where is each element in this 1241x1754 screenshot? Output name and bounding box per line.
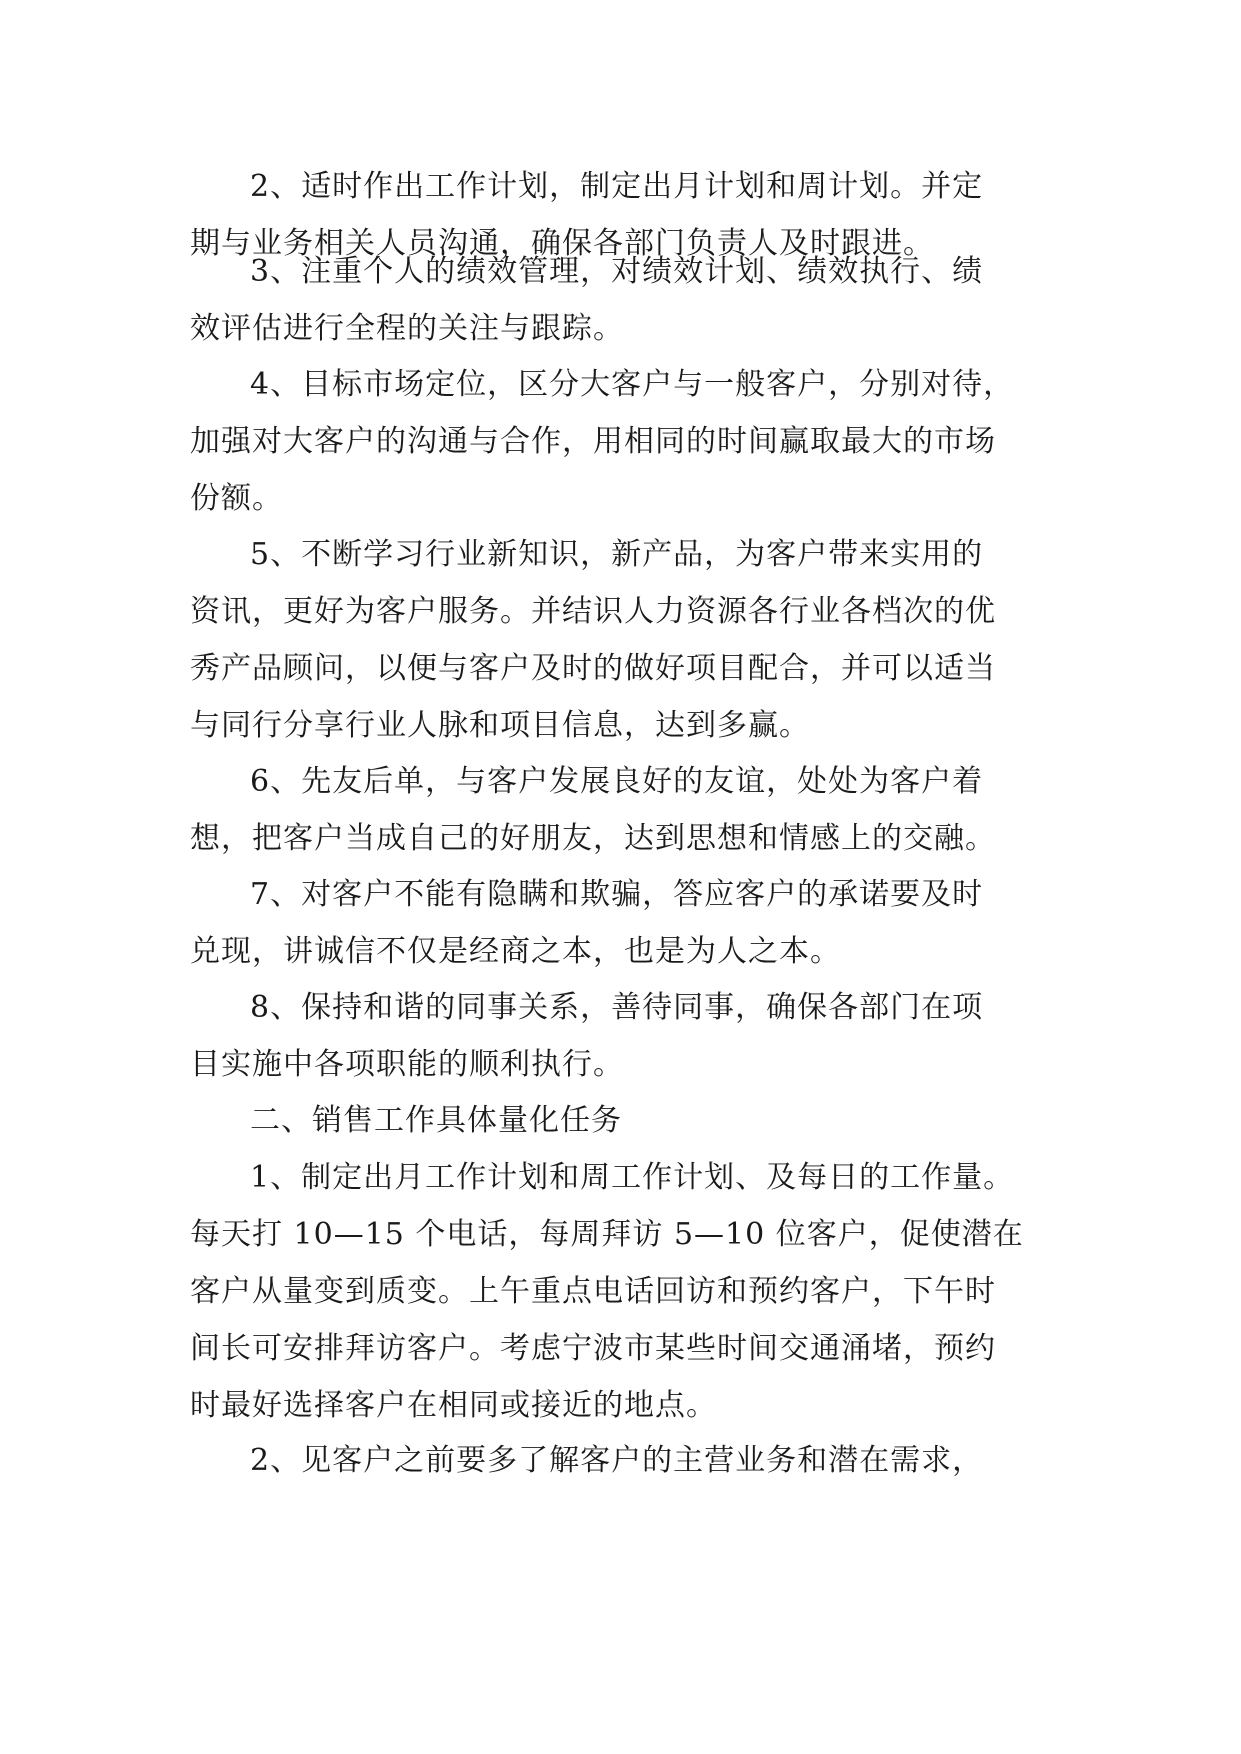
text-line: 资讯，更好为客户服务。并结识人力资源各行业各档次的优 xyxy=(190,594,996,629)
paragraph-item-4-market xyxy=(190,356,1060,527)
text-line: 2、见客户之前要多了解客户的主营业务和潜在需求， xyxy=(250,1443,984,1478)
section-heading-sales-tasks xyxy=(190,1092,1060,1149)
text-line: 7、对客户不能有隐瞒和欺骗，答应客户的承诺要及时 xyxy=(250,877,984,912)
text-line: 期与业务相关人员沟通，确保各部门负责人及时跟进。 xyxy=(190,226,934,261)
text-line: 时最好选择客户在相同或接近的地点。 xyxy=(190,1388,717,1423)
text-line: 秀产品顾问，以便与客户及时的做好项目配合，并可以适当 xyxy=(190,651,996,686)
text-line: 间长可安排拜访客户。考虑宁波市某些时间交通涌堵，预约 xyxy=(190,1331,996,1366)
text-line: 份额。 xyxy=(190,481,283,516)
paragraph-item-6-friendship xyxy=(190,753,1060,867)
text-line: 效评估进行全程的关注与跟踪。 xyxy=(190,311,624,346)
paragraph-item-3-performance xyxy=(190,243,1060,357)
paragraph-item-1-workload xyxy=(190,1149,1060,1434)
text-line: 8、保持和谐的同事关系，善待同事，确保各部门在项 xyxy=(250,990,984,1025)
text-line: 5、不断学习行业新知识，新产品，为客户带来实用的 xyxy=(250,537,984,572)
text-line: 2、适时作出工作计划，制定出月计划和周计划。并定 xyxy=(250,169,984,204)
text-line: 1、制定出月工作计划和周工作计划、及每日的工作量。 xyxy=(250,1160,1015,1195)
heading-line: 二、销售工作具体量化任务 xyxy=(250,1103,622,1138)
text-line: 与同行分享行业人脉和项目信息，达到多赢。 xyxy=(190,708,810,743)
text-line: 4、目标市场定位，区分大客户与一般客户，分别对待， xyxy=(250,367,1015,402)
text-line: 6、先友后单，与客户发展良好的友谊，处处为客户着 xyxy=(250,764,984,799)
text-line: 想，把客户当成自己的好朋友，达到思想和情感上的交融。 xyxy=(190,821,996,856)
paragraph-item-5-learning xyxy=(190,526,1060,754)
text-line: 每天打 10—15 个电话，每周拜访 5—10 位客户，促使潜在 xyxy=(190,1217,1024,1252)
text-line: 兑现，讲诚信不仅是经商之本，也是为人之本。 xyxy=(190,934,841,969)
paragraph-item-2-preparation xyxy=(190,1432,1060,1489)
paragraph-item-8-colleagues xyxy=(190,979,1060,1093)
text-line: 目实施中各项职能的顺利执行。 xyxy=(190,1047,624,1082)
paragraph-item-7-honesty xyxy=(190,866,1060,980)
text-line: 客户从量变到质变。上午重点电话回访和预约客户，下午时 xyxy=(190,1274,996,1309)
text-line: 加强对大客户的沟通与合作，用相同的时间赢取最大的市场 xyxy=(190,424,996,459)
text-line: 3、注重个人的绩效管理，对绩效计划、绩效执行、绩 xyxy=(250,254,984,289)
